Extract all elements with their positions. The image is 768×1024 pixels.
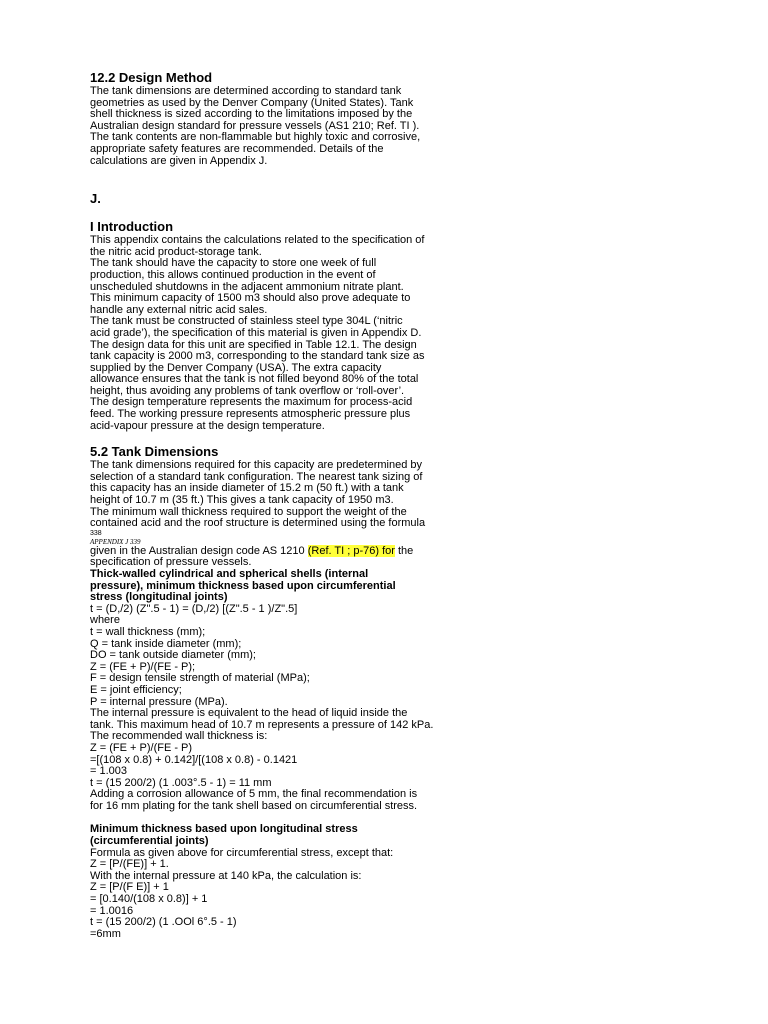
paragraph-design-method: The tank dimensions are determined according to standard tank geometries as used by the Denver Company (United States). Tank shell thickness is sized according to the limitations imposed by the Australian design standard for pressure vessels (AS1 210; Ref. TI ). The tank contents are non-flammable but highly toxic and corrosive, appropriate safety features are recommended. Details of the calculations are given in Appendix J. xyxy=(90,85,421,167)
section-introduction xyxy=(90,219,510,432)
document-page xyxy=(90,70,510,940)
page-number: 338 xyxy=(90,529,102,537)
heading-tank-dimensions: 5.2 Tank Dimensions xyxy=(90,444,219,460)
formula-longitudinal: Formula as given above for circumferential stress, except that: Z = [P/(FE)] + 1. With the internal pressure at 140 kPa, the calculation is: Z = [P/(F E)] + 1 = [0.140/(108 x 0.8)] + 1 = 1.0016 t = (15 200/2) (1 .OOl 6°.5 - 1) =6mm xyxy=(90,846,394,940)
heading-introduction: I Introduction xyxy=(90,219,174,235)
formula-circumferential: t = (D,/2) (Z".5 - 1) = (D,/2) [(Z".5 - 1 )/Z".5] where t = wall thickness (mm); Q = tank inside diameter (mm); DO = tank outside diameter (mm); Z = (FE + P)/(FE - P); F = design tensile strength of material (MPa); E = joint efficiency; P = internal pressure (MPa). The internal pressure is equivalent to the head of liquid inside the tank. This maximum head of 10.7 m represents a pressure of 142 kPa. The recommended wall thickness is: Z = (FE + P)/(FE - P) =[(108 x 0.8) + 0.142]/[(108 x 0.8) - 0.1421 = 1.003 t = (15 200/2) (1 .003°.5 - 1) = 11 mm Adding a corrosion allowance of 5 mm, the final recommendation is for 16 mm plating for the tank shell based on circumferential stress. xyxy=(90,602,434,812)
appendix-letter: J. xyxy=(90,191,101,207)
subheading-circumferential-stress: Thick-walled cylindrical and spherical shells (internal pressure), minimum thickness based upon circumferential stress (longitudinal joints) xyxy=(90,568,396,604)
code-reference-line-2: specification of pressure vessels. xyxy=(90,556,252,569)
paragraph-tank-dimensions: The tank dimensions required for this capacity are predetermined by selection of a standard tank configuration. The nearest tank sizing of this capacity has an inside diameter of 15.2 m (50 ft.) with a tank height of 10.7 m (35 ft.) This gives a tank capacity of 1950 m3. The minimum wall thickness required to support the weight of the contained acid and the roof structure is determined using the formula xyxy=(90,459,426,530)
section-tank-dimensions xyxy=(90,444,510,812)
heading-design-method: 12.2 Design Method xyxy=(90,70,213,85)
code-reference-text: given in the Australian design code AS 1210 xyxy=(90,544,308,557)
section-longitudinal-stress xyxy=(90,824,510,940)
running-head: APPENDIX J 339 xyxy=(90,537,141,546)
section-design-method xyxy=(90,70,510,167)
code-reference-tail: the xyxy=(394,544,414,557)
subheading-longitudinal-stress: Minimum thickness based upon longitudinal stress (circumferential joints) xyxy=(90,823,358,848)
highlighted-reference: (Ref. TI ; p-76) for xyxy=(307,544,395,557)
paragraph-introduction: This appendix contains the calculations related to the specification of the nitric acid product-storage tank. The tank should have the capacity to store one week of full production, this allows continued production in the event of unscheduled shutdowns in the adjacent ammonium nitrate plant. This minimum capacity of 1500 m3 should also prove adequate to handle any external nitric acid sales. The tank must be constructed of stainless steel type 304L (‘nitric acid grade’), the specification of this material is given in Appendix D. The design data for this unit are specified in Table 12.1. The design tank capacity is 2000 m3, corresponding to the standard tank size as supplied by the Denver Company (USA). The extra capacity allowance ensures that the tank is not filled beyond 80% of the total height, thus avoiding any problems of tank overflow or ‘roll-over’. The design temperature represents the maximum for process-acid feed. The working pressure represents atmospheric pressure plus acid-vapour pressure at the design temperature. xyxy=(90,234,425,432)
